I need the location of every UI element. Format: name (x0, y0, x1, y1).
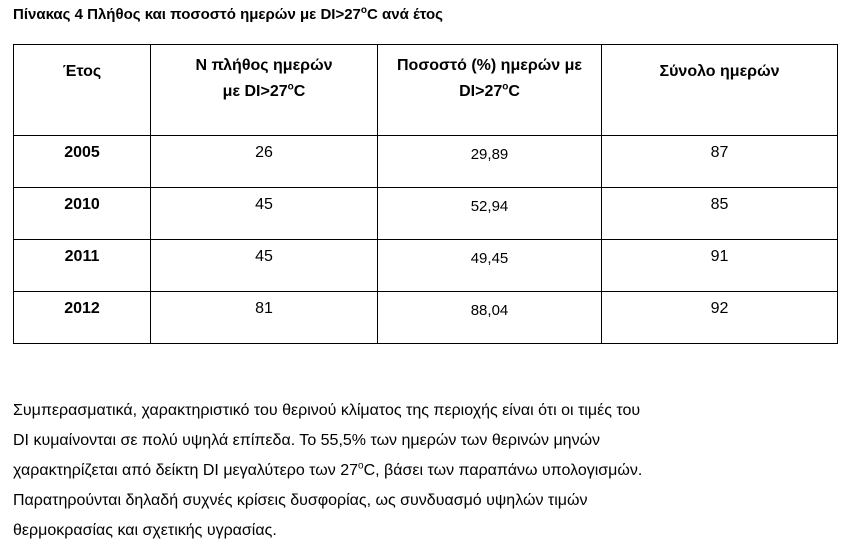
cell-year: 2012 (14, 292, 151, 344)
table-header-row (14, 45, 838, 136)
cell-year: 2011 (14, 240, 151, 292)
cell-count: 45 (151, 240, 378, 292)
cell-total: 91 (602, 240, 838, 292)
cell-percent: 29,89 (378, 136, 602, 188)
table-row (14, 240, 838, 292)
header-year-label: Έτος (62, 63, 102, 80)
header-percent-degree-sup: o (502, 81, 509, 93)
header-total-label: Σύνολο ημερών (659, 63, 780, 80)
cell-total: 85 (602, 188, 838, 240)
paragraph-line3-suffix: C, βάσει των παραπάνω υπολογισμών. (363, 462, 643, 479)
paragraph-line: Παρατηρούνται δηλαδή συχνές κρίσεις δυσφορίας, ως συνδυασμό υψηλών τιμών (13, 492, 588, 509)
paragraph-line: θερμοκρασίας και σχετικής υγρασίας. (13, 522, 277, 539)
cell-count: 45 (151, 188, 378, 240)
table-row (14, 188, 838, 240)
header-count-line2-suffix: C (293, 83, 306, 100)
paragraph-line (13, 456, 837, 486)
header-percent-line2 (378, 79, 601, 105)
header-percent-line1: Ποσοστό (%) ημερών με (397, 57, 582, 74)
caption-text-prefix: Πίνακας 4 Πλήθος και ποσοστό ημερών με DI>27 (13, 6, 361, 23)
cell-total: 87 (602, 136, 838, 188)
cell-count: 81 (151, 292, 378, 344)
header-count-line2-prefix: με DI>27 (222, 83, 288, 100)
paragraph-degree-sup: o (358, 460, 364, 472)
cell-percent: 88,04 (378, 292, 602, 344)
caption-text-suffix: C ανά έτος (367, 6, 443, 23)
data-table (13, 44, 838, 344)
conclusion-paragraph (13, 396, 837, 546)
paragraph-line: Συμπερασματικά, χαρακτηριστικό του θερινού κλίματος της περιοχής είναι ότι οι τιμές του (13, 402, 641, 419)
header-total (602, 45, 838, 136)
header-percent-line2-suffix: C (508, 83, 520, 100)
header-count-degree-sup: o (287, 81, 294, 93)
paragraph-line3-prefix: χαρακτηρίζεται από δείκτη DI μεγαλύτερο των 27 (13, 462, 359, 479)
header-count (151, 45, 378, 136)
cell-percent: 52,94 (378, 188, 602, 240)
cell-total: 92 (602, 292, 838, 344)
cell-count: 26 (151, 136, 378, 188)
header-count-line1: Ν πλήθος ημερών (195, 57, 333, 74)
table-caption (13, 6, 443, 23)
table-row (14, 292, 838, 344)
cell-year: 2010 (14, 188, 151, 240)
paragraph-line: DI κυμαίνονται σε πολύ υψηλά επίπεδα. Το 55,5% των ημερών των θερινών μηνών (13, 432, 601, 449)
caption-degree-sup: o (360, 5, 368, 16)
table-row (14, 136, 838, 188)
header-count-line2 (151, 79, 377, 105)
header-year (14, 45, 151, 136)
header-percent-line2-prefix: DI>27 (459, 83, 503, 100)
cell-year: 2005 (14, 136, 151, 188)
header-percent (378, 45, 602, 136)
cell-percent: 49,45 (378, 240, 602, 292)
